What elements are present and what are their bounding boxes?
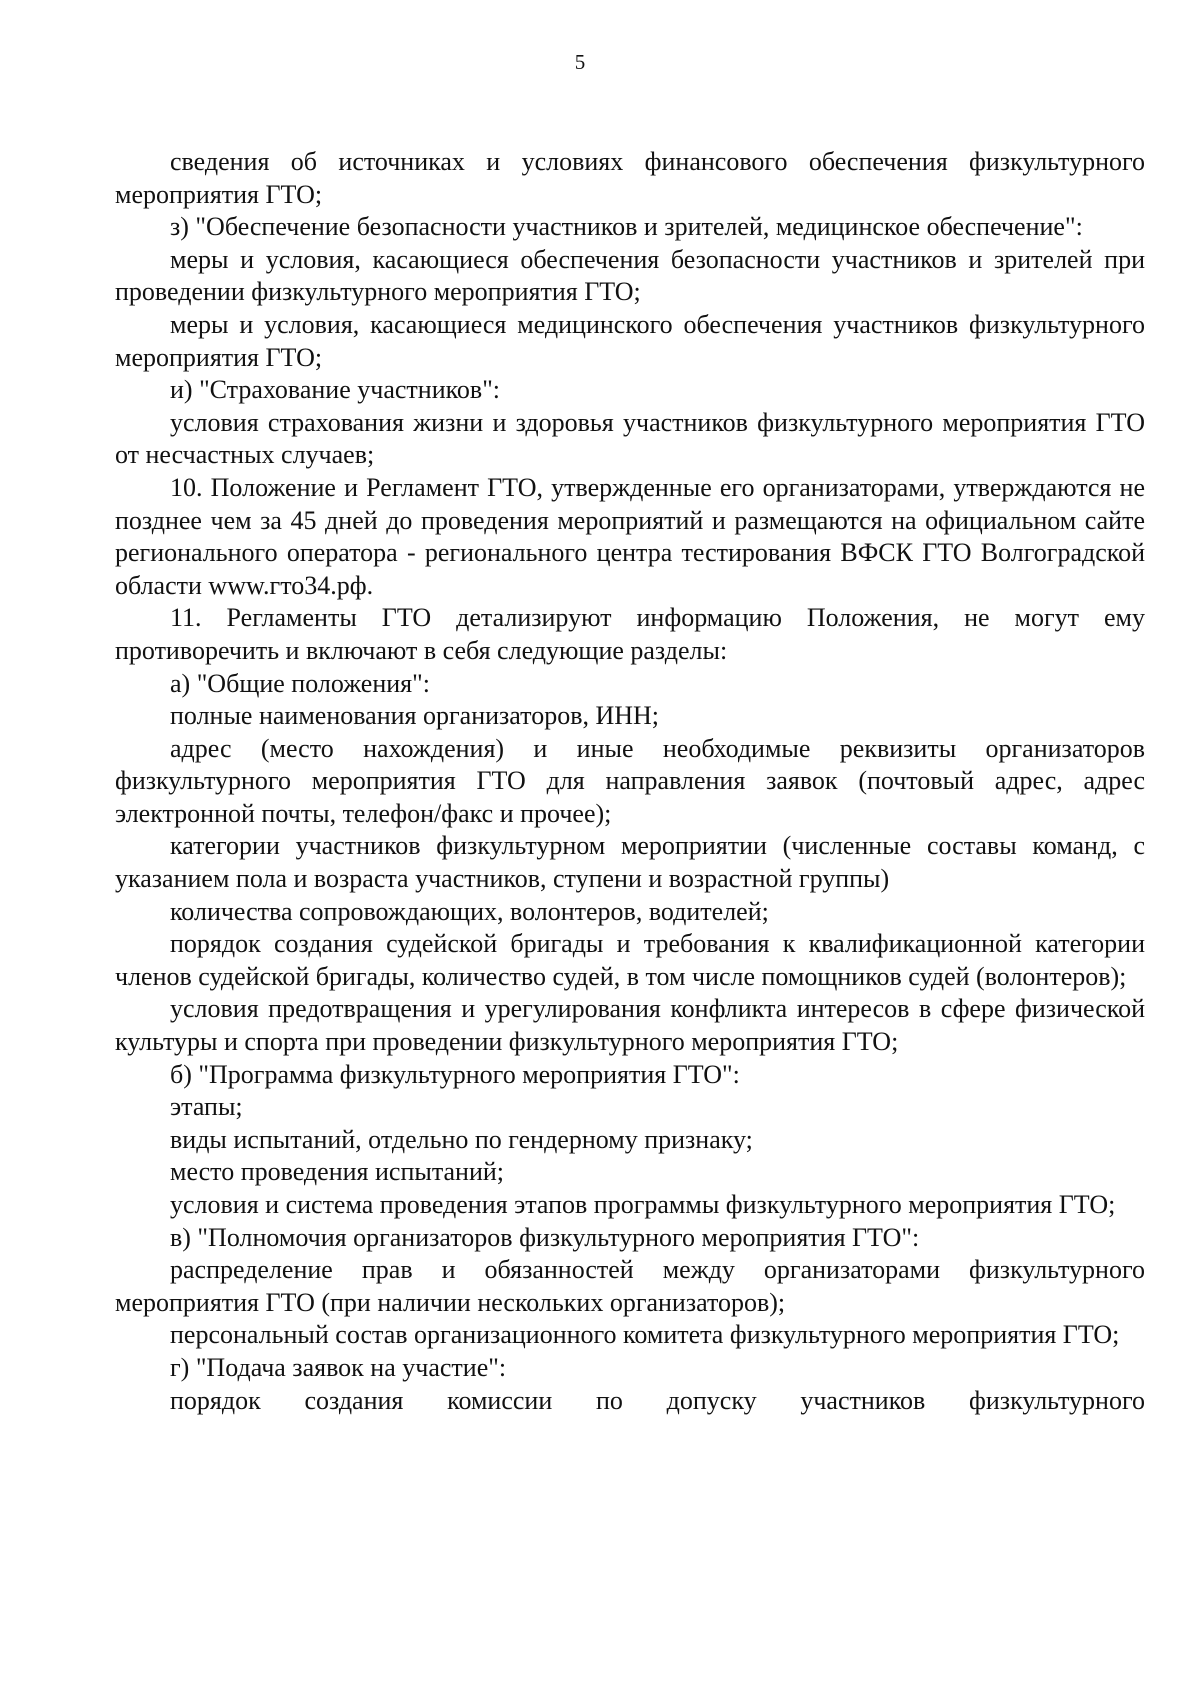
paragraph: распределение прав и обязанностей между организаторами физкультурного мероприятия ГТО (при наличии нескольких организаторов); [115,1255,1145,1317]
paragraph: количества сопровождающих, волонтеров, водителей; [170,896,769,926]
paragraph: условия и система проведения этапов программы физкультурного мероприятия ГТО; [170,1190,1116,1219]
paragraph: меры и условия, касающиеся обеспечения безопасности участников и зрителей при проведении физкультурного мероприятия ГТО; [115,244,1145,307]
paragraph: а) "Общие положения": [170,668,430,698]
paragraph: и) "Страхование участников": [170,375,501,405]
paragraph: з) "Обеспечение безопасности участников и зрителей, медицинское обеспечение": [170,212,1083,242]
paragraph: порядок создания комиссии по допуску участников физкультурного [170,1385,1145,1415]
paragraph: полные наименования организаторов, ИНН; [170,701,660,731]
paragraph: в) "Полномочия организаторов физкультурного мероприятия ГТО": [170,1222,920,1252]
document-body [115,146,1145,1417]
paragraph: меры и условия, касающиеся медицинского обеспечения участников физкультурного мероприятия ГТО; [115,309,1145,372]
paragraph: условия страхования жизни и здоровья участников физкультурного мероприятия ГТО от несчастных случаев; [115,407,1145,470]
paragraph: сведения об источниках и условиях финансового обеспечения физкультурного мероприятия ГТО; [115,147,1145,209]
paragraph: 11. Регламенты ГТО детализируют информацию Положения, не могут ему противоречить и включают в себя следующие разделы: [115,603,1145,665]
paragraph: категории участников физкультурном мероприятии (численные составы команд, с указанием пола и возраста участников, ступени и возрастной группы) [115,831,1145,894]
paragraph: 10. Положение и Регламент ГТО, утвержденные его организаторами, утверждаются не позднее чем за 45 дней до проведения мероприятий и размещаются на официальном сайте регионального оператора - регионального центра тестирования ВФСК ГТО Волгоградской области www.гто34.рф. [115,472,1145,600]
paragraph: виды испытаний, отдельно по гендерному признаку; [170,1124,753,1154]
page-number: 5 [574,50,586,74]
paragraph: этапы; [170,1092,243,1122]
paragraph: условия предотвращения и урегулирования конфликта интересов в сфере физической культуры и спорта при проведении физкультурного мероприятия ГТО; [115,994,1145,1057]
paragraph: адрес (место нахождения) и иные необходимые реквизиты организаторов физкультурного мероприятия ГТО для направления заявок (почтовый адрес, адрес электронной почты, телефон/факс и прочее); [115,733,1145,828]
paragraph: б) "Программа физкультурного мероприятия ГТО": [170,1059,740,1089]
paragraph: г) "Подача заявок на участие": [170,1352,507,1382]
paragraph: место проведения испытаний; [170,1157,505,1187]
paragraph: персональный состав организационного комитета физкультурного мероприятия ГТО; [170,1320,1120,1350]
paragraph: порядок создания судейской бригады и требования к квалификационной категории членов судейской бригады, количество судей, в том числе помощников судей (волонтеров); [115,929,1145,991]
